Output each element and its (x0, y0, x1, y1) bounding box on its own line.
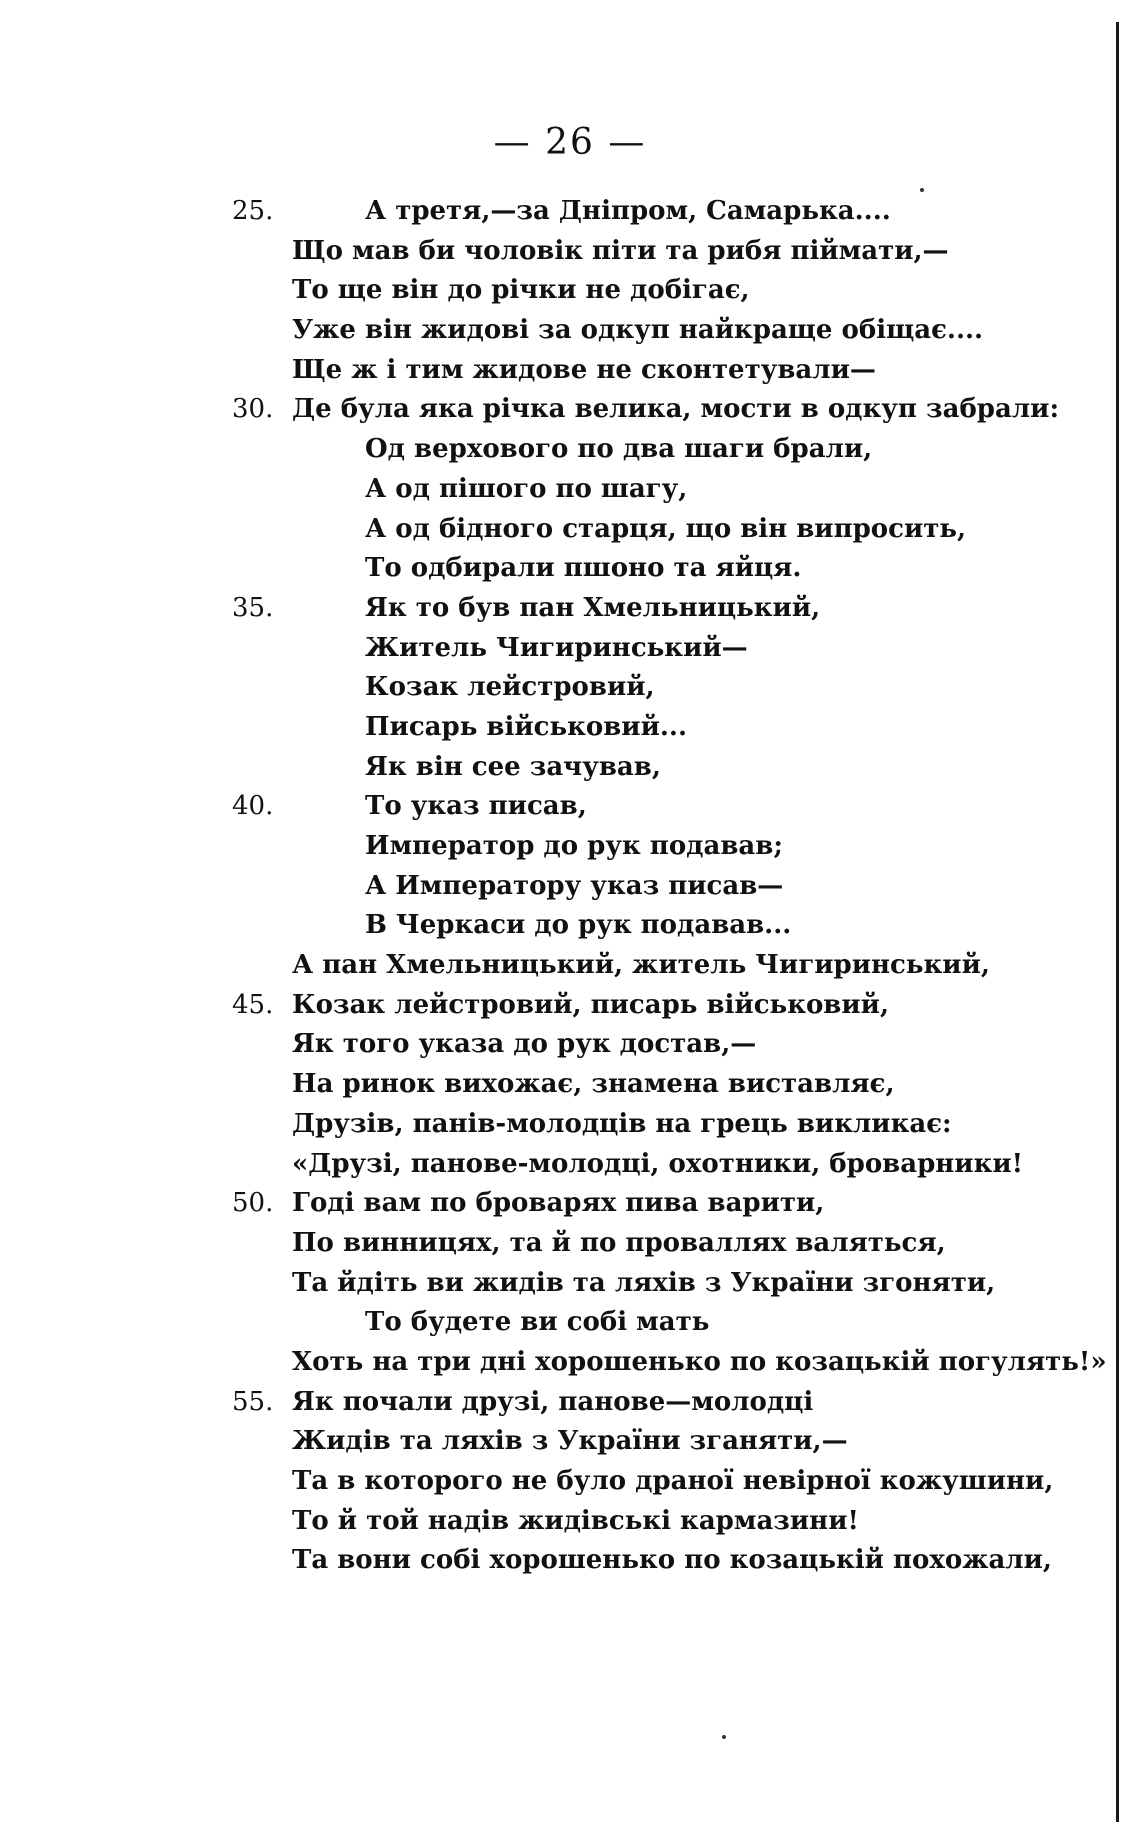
page-number (0, 122, 1140, 163)
line-text: Уже він жидові за одкуп найкраще обіщає.... (292, 315, 984, 346)
line-text: Що мав би чоловік піти та рибя піймати,— (292, 235, 949, 266)
verse-line (0, 1065, 1100, 1105)
line-text: Хоть на три дні хорошенько по козацькій погулять!» (292, 1346, 1107, 1377)
line-number: 30. (232, 394, 274, 425)
verse-line (0, 1383, 1100, 1423)
line-number: 40. (232, 791, 274, 822)
line-number: 45. (232, 989, 274, 1020)
verse-line (0, 906, 1100, 946)
line-text: То ще він до річки не добігає, (292, 275, 750, 306)
line-text: «Друзі, панове-молодці, охотники, броварники! (292, 1148, 1024, 1179)
verse-line (0, 1422, 1100, 1462)
line-text: Годі вам по броварях пива варити, (292, 1188, 825, 1219)
page-edge-rule (1116, 22, 1119, 1822)
verse-line (0, 1343, 1107, 1383)
line-text: Як то був пан Хмельницький, (365, 592, 821, 623)
line-text: А третя,—за Дніпром, Самарька.... (365, 196, 891, 226)
verse-line (0, 748, 1100, 788)
line-text: А Императору указ писав— (365, 870, 784, 901)
line-text: Друзів, панів-молодців на грець викликає: (292, 1108, 952, 1139)
speck (722, 1735, 726, 1739)
verse-line (0, 1303, 1100, 1343)
verse-line (0, 629, 1100, 669)
line-text: Та вони собі хорошенько по козацькій похожали, (292, 1545, 1052, 1576)
line-text: Та йдіть ви жидів та ляхів з України згоняти, (292, 1267, 996, 1298)
verse-line (0, 510, 1100, 550)
verse-line (0, 1224, 1100, 1264)
verse-line (0, 827, 1100, 867)
verse-line (0, 1184, 1100, 1224)
verse-line (0, 470, 1100, 510)
line-text: Як того указа до рук достав,— (292, 1029, 757, 1060)
line-number: 25. (232, 196, 274, 226)
verse-line (0, 708, 1100, 748)
line-text: Як почали друзі, панове—молодці (292, 1386, 814, 1417)
verse-line (0, 589, 1100, 629)
line-number: 50. (232, 1188, 274, 1219)
line-text: На ринок вихожає, знамена виставляє, (292, 1069, 895, 1100)
line-text: Де була яка річка велика, мости в одкуп забрали: (292, 394, 1060, 425)
line-text: То й той надів жидівські кармазини! (292, 1505, 859, 1536)
verse-line (0, 549, 1100, 589)
verse-line (0, 351, 1100, 391)
line-text: Ще ж і тим жидове не сконтетували— (292, 354, 876, 385)
line-text: Козак лейстровий, писарь військовий, (292, 989, 889, 1020)
verse-line (0, 668, 1100, 708)
verse-line (0, 1462, 1100, 1502)
line-text: То указ писав, (365, 791, 587, 822)
line-text: То будете ви собі мать (365, 1307, 710, 1338)
verse-line (0, 192, 1100, 232)
verse-line (0, 867, 1100, 907)
speck (920, 188, 924, 192)
page-number-text: — 26 — (493, 122, 647, 163)
line-text: А пан Хмельницький, житель Чигиринський, (292, 950, 990, 981)
verse-line (0, 946, 1100, 986)
verse-line (0, 1025, 1100, 1065)
verse-line (0, 430, 1100, 470)
verse-line (0, 271, 1100, 311)
verse-line (0, 1502, 1100, 1542)
line-text: То одбирали пшоно та яйця. (365, 553, 802, 584)
line-text: Писарь військовий... (365, 711, 688, 742)
verse-line (0, 787, 1100, 827)
verse-line (0, 1264, 1100, 1304)
verse-line (0, 1105, 1100, 1145)
line-number: 35. (232, 592, 274, 623)
line-text: Император до рук подавав; (365, 831, 783, 861)
line-text: А од бідного старця, що він випросить, (365, 513, 967, 544)
verse-line (0, 232, 1100, 272)
line-text: Житель Чигиринський— (365, 632, 748, 663)
line-text: Од верхового по два шаги брали, (365, 434, 873, 465)
verse-block (0, 192, 1107, 1581)
line-text: Та в которого не було драної невірної кожушини, (292, 1466, 1054, 1496)
line-text: В Черкаси до рук подавав... (365, 910, 792, 941)
verse-line (0, 311, 1100, 351)
line-number: 55. (232, 1386, 274, 1417)
line-text: По винницях, та й по проваллях валяться, (292, 1227, 946, 1258)
line-text: Жидів та ляхів з України зганяти,— (292, 1426, 848, 1457)
verse-line (0, 1145, 1100, 1185)
verse-line (0, 986, 1100, 1026)
line-text: Козак лейстровий, (365, 672, 655, 703)
line-text: А од пішого по шагу, (365, 473, 688, 504)
verse-line (0, 1541, 1100, 1581)
line-text: Як він сее зачував, (365, 751, 661, 782)
verse-line (0, 390, 1100, 430)
